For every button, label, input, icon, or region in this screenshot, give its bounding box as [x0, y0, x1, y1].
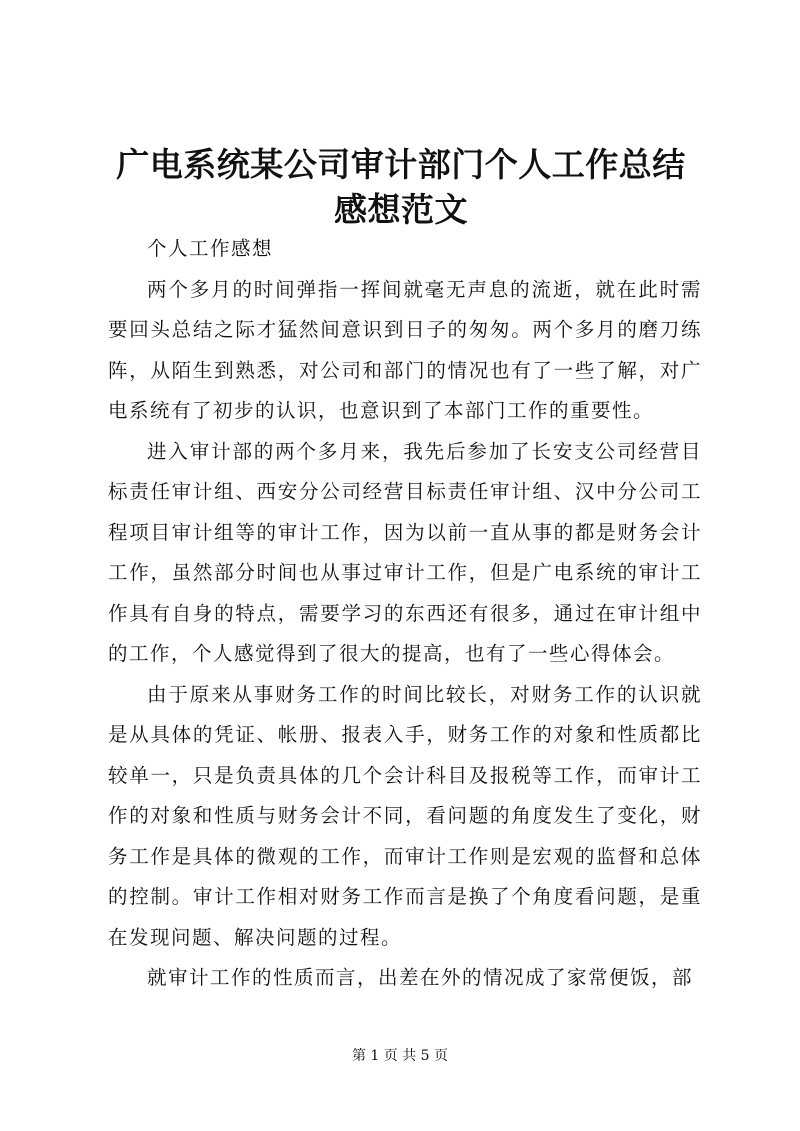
paragraph: 两个多月的时间弹指一挥间就毫无声息的流逝，就在此时需要回头总结之际才猛然间意识到日子的匆匆。两个多月的磨刀练阵，从陌生到熟悉，对公司和部门的情况也有了一些了解，对广电系统有了初步的认识，也意识到了本部门工作的重要性。 — [108, 277, 702, 422]
paragraph: 进入审计部的两个多月来，我先后参加了长安支公司经营目标责任审计组、西安分公司经营目标责任审计组、汉中分公司工程项目审计组等的审计工作，因为以前一直从事的都是财务会计工作，虽然部分时间也从事过审计工作，但是广电系统的审计工作具有自身的特点，需要学习的东西还有很多，通过在审计组中的工作，个人感觉得到了很大的提高，也有了一些心得体会。 — [108, 439, 702, 665]
document-body — [108, 229, 702, 999]
document-title: 广电系统某公司审计部门个人工作总结感想范文 — [116, 145, 686, 229]
paragraph: 由于原来从事财务工作的时间比较长，对财务工作的认识就是从具体的凭证、帐册、报表入手，财务工作的对象和性质都比较单一，只是负责具体的几个会计科目及报税等工作，而审计工作的对象和性质与财务会计不同，看问题的角度发生了变化，财务工作是具体的微观的工作，而审计工作则是宏观的监督和总体的控制。审计工作相对财务工作而言是换了个角度看问题，是重在发现问题、解决问题的过程。 — [108, 682, 702, 949]
paragraph: 就审计工作的性质而言，出差在外的情况成了家常便饭，部 — [147, 966, 694, 989]
page-number-footer: 第 1 页 共 5 页 — [351, 1048, 449, 1064]
section-heading: 个人工作感想 — [147, 237, 274, 260]
